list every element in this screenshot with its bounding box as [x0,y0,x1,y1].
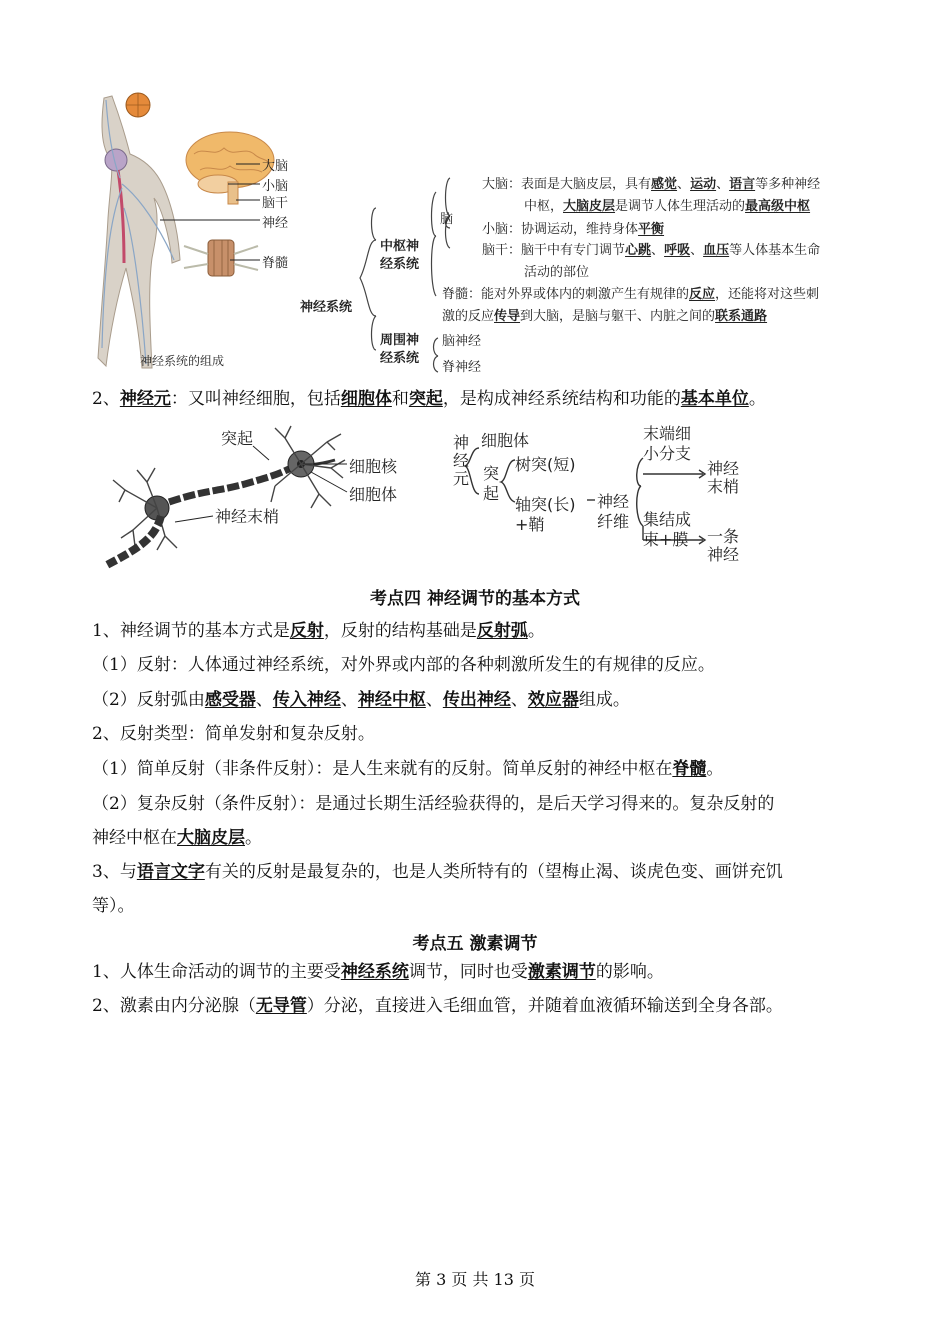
tree-peripheral-l2: 经系统 [380,351,420,366]
heading-kaodian5: 考点五 激素调节 [412,934,538,954]
s4-paragraph-7 [92,855,872,923]
tree-naogan [482,240,872,284]
figure-neuron [95,420,775,570]
figure-nervous-system [90,88,880,380]
fig2-tree-shutu: 树突(短) [515,455,576,474]
fig2-tree-moshao [643,424,691,464]
s4-paragraph-4: 2、反射类型：简单发射和复杂反射。 [92,724,375,744]
tree-jisui [442,284,872,328]
fig2-tree-zhoutu: 轴突(长) [515,495,576,514]
tree-central [380,238,419,274]
fig2-tree-neuron-3: 元 [453,469,470,488]
fig2-tree-qiao: +鞘 [515,515,545,534]
tree-peripheral-l1: 周围神 [380,333,420,348]
fig2-tree-moshao-result [707,460,739,496]
fig2-tree-ji2: 束+膜 [643,530,689,549]
fig2-tree-fiber [597,492,629,532]
tree-xiaonao: 小脑：协调运动，维持身体平衡 [482,222,665,237]
tree-brain: 脑 [440,212,454,227]
tree-dana-line2: 中枢，大脑皮层是调节人体生理活动的最高级中枢 [524,199,811,214]
tree-central-l2: 经系统 [380,257,420,272]
tree-central-l1: 中枢神 [380,239,420,254]
s5-paragraph-2: 2、激素由内分泌腺（无导管）分泌，直接进入毛细血管，并随着血液循环输送到全身各部。 [92,996,783,1016]
fig2-label-shenjingmoshao: 神经末梢 [215,507,280,526]
tree-jisui-line2: 激的反应传导到大脑，是脑与躯干、内脏之间的联系通路 [442,309,768,324]
s4-paragraph-7-line1: 3、与语言文字有关的反射是最复杂的，也是人类所特有的（望梅止渴、谈虎色变、画饼充饥 [92,862,783,882]
fig1-caption: 神经系统的组成 [140,354,225,368]
page-footer: 第 3 页 共 13 页 [415,1270,535,1289]
fig2-tree-mo1: 末端细 [643,424,692,443]
fig1-label-naogan: 脑干 [262,196,289,211]
fig2-tree-ji1: 集结成 [643,510,692,529]
fig2-tree-neuron-2: 经 [453,451,470,470]
s4-paragraph-1: 1、神经调节的基本方式是反射，反射的结构基础是反射弧。 [92,621,545,641]
fig2-tree-tuqi-2: 起 [483,484,500,503]
fig1-label-jisui: 脊髓 [262,256,289,271]
fig2-tree-mo3: 神经 [707,459,740,478]
fig2-label-xibaoti: 细胞体 [349,485,398,504]
tree-naoshenjing: 脑神经 [442,334,482,349]
fig2-tree-mo2: 小分支 [643,444,692,463]
fig2-tree-cellbody: 细胞体 [481,431,530,450]
fig2-tree-yitiao [707,528,739,564]
tree-jishenjing: 脊神经 [442,360,482,375]
paragraph-neuron: 2、神经元：又叫神经细胞，包括细胞体和突起，是构成神经系统结构和功能的基本单位。 [92,389,766,409]
fig2-label-tuqi: 突起 [221,429,254,448]
heading-kaodian4: 考点四 神经调节的基本方式 [370,589,580,609]
s4-paragraph-7-line2: 等）。 [92,896,135,916]
fig2-tree-yi2: 神经 [707,545,740,564]
fig1-label-dana: 大脑 [262,159,289,174]
s4-paragraph-3: （2）反射弧由感受器、传入神经、神经中枢、传出神经、效应器组成。 [92,690,630,710]
tree-naogan-line1: 脑干：脑干中有专门调节心跳、呼吸、血压等人体基本生命 [482,243,821,258]
fig1-label-xiaonao: 小脑 [262,179,289,194]
s4-paragraph-6-line2: 神经中枢在大脑皮层。 [92,828,262,848]
s5-paragraph-1: 1、人体生命活动的调节的主要受神经系统调节，同时也受激素调节的影响。 [92,962,664,982]
fig2-tree-mo4: 末梢 [707,477,740,496]
fig2-tree-fiber-1: 神经 [597,492,630,511]
fig1-label-shenjing: 神经 [262,216,289,231]
tree-root: 神经系统 [300,300,353,315]
tree-jisui-line1: 脊髓：能对外界或体内的刺激产生有规律的反应，还能将对这些刺 [442,287,820,302]
fig2-tree-tuqi [483,464,499,504]
tree-peripheral [380,332,419,368]
fig2-tree-yi1: 一条 [707,527,740,546]
s4-paragraph-2: （1）反射：人体通过神经系统，对外界或内部的各种刺激所发生的有规律的反应。 [92,655,715,675]
fig2-tree-fiber-2: 纤维 [597,512,630,531]
s4-paragraph-6-line1: （2）复杂反射（条件反射）：是通过长期生活经验获得的，是后天学习得来的。复杂反射的 [92,794,775,814]
tree-dana [482,174,872,218]
fig2-tree-neuron-1: 神 [453,433,470,452]
fig2-label-xibaohe: 细胞核 [349,457,398,476]
fig2-tree-neuron [453,434,471,488]
s4-paragraph-6 [92,787,872,855]
s4-paragraph-5: （1）简单反射（非条件反射）：是人生来就有的反射。简单反射的神经中枢在脊髓。 [92,759,724,779]
tree-dana-line1: 大脑：表面是大脑皮层，具有感觉、运动、语言等多种神经 [482,177,821,192]
fig2-tree-jijie [643,510,691,550]
tree-naogan-line2: 活动的部位 [524,265,590,280]
fig2-tree-tuqi-1: 突 [483,464,500,483]
